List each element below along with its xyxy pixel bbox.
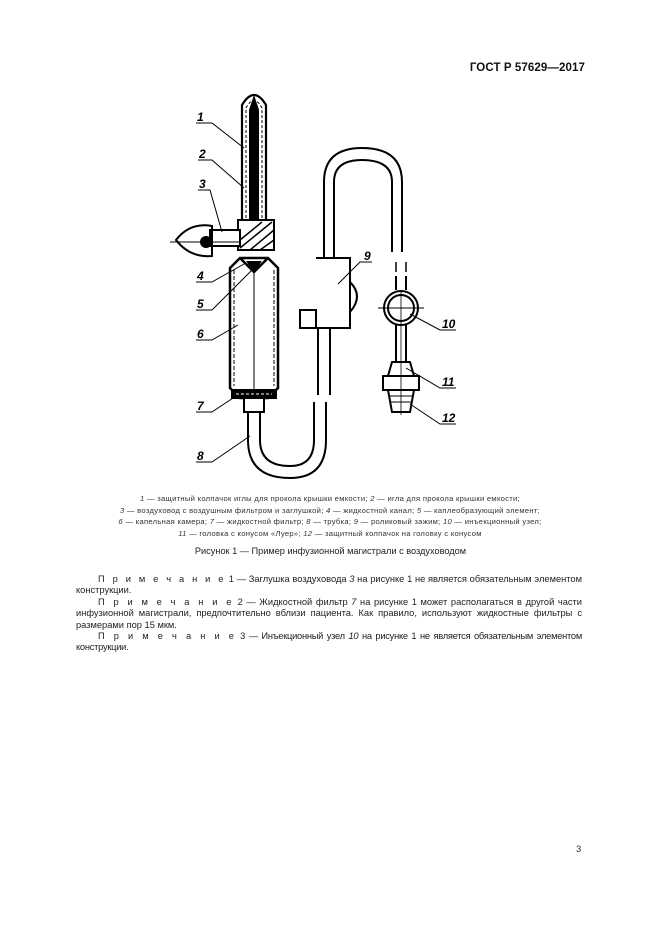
roller-clamp — [300, 258, 350, 328]
note-text: 1 — Заглушка воздуховода — [226, 574, 350, 584]
notes-section — [76, 574, 582, 654]
note-2 — [76, 597, 582, 631]
figure-caption: Рисунок 1 — Пример инфузионной магистрали с воздуховодом — [194, 546, 467, 556]
callout-9: 9 — [364, 249, 371, 263]
callout-1: 1 — [197, 110, 204, 124]
note-label: П р и м е ч а н и е — [98, 596, 234, 607]
note-label: П р и м е ч а н и е — [98, 574, 227, 584]
legend-num: 8 — [306, 517, 311, 527]
page-number: 3 — [576, 844, 582, 855]
note-1 — [76, 574, 582, 597]
note-text: 3 — Инъекционный узел — [236, 631, 349, 642]
note-text: на рисунке 1 может располагаться в другой части инфузионной магистрали, предпочтительно вблизи пациента. Как правило, используют жидкостные фильтры с размерами пор 15 мкм. — [76, 596, 582, 630]
note-text: 2 — Жидкостной фильтр — [234, 596, 352, 607]
note-ref: 3 — [349, 574, 355, 584]
legend-text: — игла для прокола крышки емкости; — [374, 494, 520, 503]
legend-num: 4 — [326, 505, 331, 515]
legend-text: — головка с конусом «Луер»; — [186, 528, 304, 538]
legend-text: — трубка; — [310, 517, 354, 527]
legend-num: 10 — [442, 517, 453, 527]
legend-text: — инъекционный узел; — [452, 517, 542, 527]
legend-num: 7 — [209, 517, 215, 527]
legend-num: 5 — [416, 505, 422, 515]
legend-text: — капельная камера; — [122, 517, 210, 527]
callout-7: 7 — [197, 399, 204, 413]
legend-num: 2 — [370, 494, 375, 503]
legend-num: 6 — [118, 517, 123, 527]
note-text: на рисунке 1 не является обязательным элементом конструкции. — [76, 631, 582, 653]
callout-5: 5 — [197, 297, 204, 311]
callout-10: 10 — [442, 317, 456, 331]
note-label: П р и м е ч а н и е — [98, 631, 237, 642]
legend-text: — жидкостной фильтр; — [214, 517, 307, 527]
legend-text: — роликовый зажим; — [358, 517, 443, 527]
legend-text: — защитный колпачок на головку с конусом — [312, 528, 482, 538]
callout-3: 3 — [199, 177, 206, 191]
callout-11: 11 — [442, 375, 455, 389]
callout-2: 2 — [199, 147, 206, 161]
callout-6: 6 — [197, 327, 204, 341]
note-ref: 10 — [348, 631, 359, 642]
callout-8: 8 — [197, 449, 204, 463]
callout-12: 12 — [442, 411, 456, 425]
legend-text: — каплеобразующий элемент; — [421, 505, 541, 515]
legend-num: 1 — [140, 494, 145, 503]
legend-text: — защитный колпачок иглы для прокола крышки емкости; — [144, 494, 371, 503]
legend-num: 12 — [303, 528, 313, 538]
legend-text: — жидкостной канал; — [330, 505, 417, 515]
note-ref: 7 — [351, 596, 357, 607]
needle — [250, 98, 258, 240]
callout-4: 4 — [197, 269, 204, 283]
legend-num: 9 — [353, 517, 359, 527]
legend-num: 3 — [119, 505, 125, 515]
note-text: на рисунке 1 не является обязательным элементом конструкции. — [76, 574, 582, 596]
note-3 — [76, 631, 582, 654]
legend-text: — воздуховод с воздушным фильтром и заглушкой; — [124, 505, 327, 515]
figure-legend — [60, 493, 600, 539]
document-standard-id: ГОСТ Р 57629—2017 — [469, 62, 585, 74]
legend-num: 11 — [178, 528, 187, 538]
